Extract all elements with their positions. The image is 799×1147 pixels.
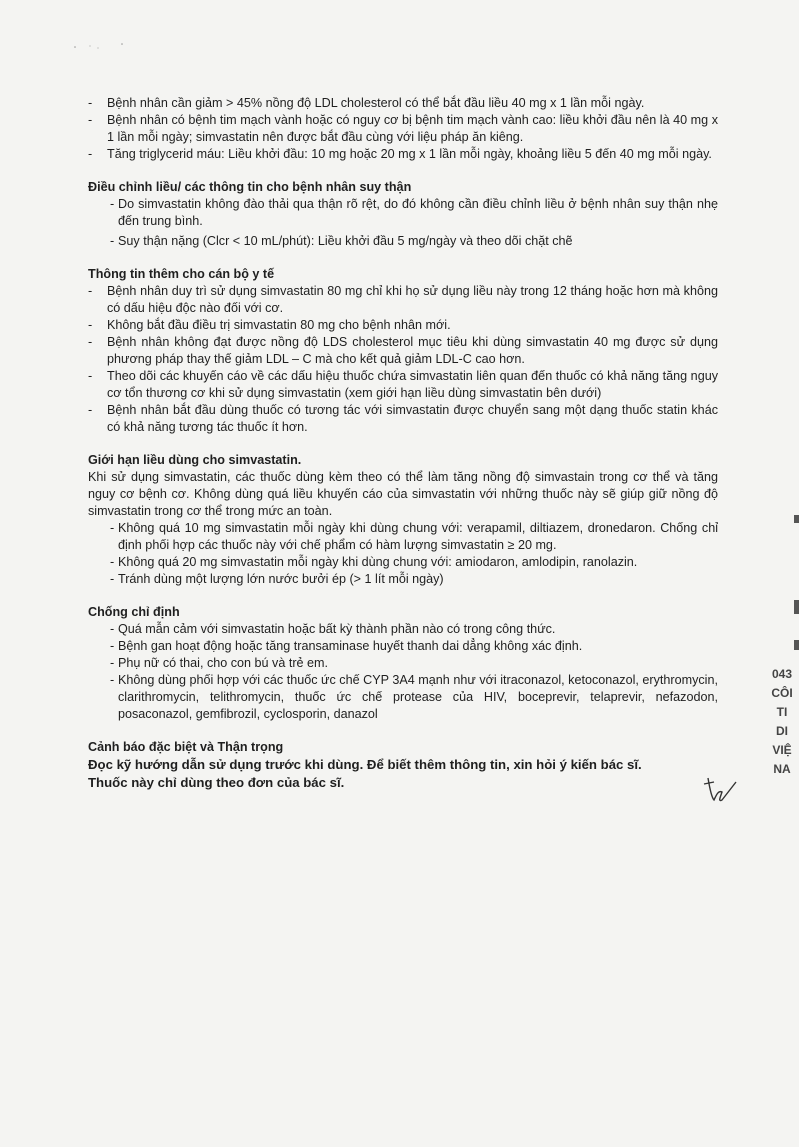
list-item: - Suy thận nặng (Clcr < 10 mL/phút): Liều khởi đầu 5 mg/ngày và theo dõi chặt chẽ [88, 233, 718, 250]
scan-edge-mark [794, 515, 799, 523]
company-stamp-fragment [765, 665, 799, 779]
list-item: - Không quá 20 mg simvastatin mỗi ngày khi dùng chung với: amiodaron, amlodipin, ranolazin. [88, 554, 718, 571]
list-item: - Do simvastatin không đào thải qua thận rõ rệt, do đó không cần điều chỉnh liều ở bệnh nhân suy thận nhẹ đến trung bình. [88, 196, 718, 230]
stamp-text: 043 [771, 667, 793, 681]
signature-mark [700, 770, 740, 810]
renal-list [88, 196, 718, 250]
section-heading: Thông tin thêm cho cán bộ y tế [88, 267, 275, 281]
list-item: - Phụ nữ có thai, cho con bú và trẻ em. [88, 655, 718, 672]
section-heading: Giới hạn liều dùng cho simvastatin. [88, 453, 302, 467]
intro-list [88, 95, 718, 163]
list-item: - Bệnh nhân bắt đầu dùng thuốc có tương tác với simvastatin được chuyển sang một dạng thuốc statin khác có khả năng tương tác thuốc ít hơn. [88, 402, 718, 436]
scan-edge-mark [794, 640, 799, 650]
stamp-text: DI [776, 724, 788, 738]
list-item: - Bệnh nhân có bệnh tim mạch vành hoặc có nguy cơ bị bệnh tim mạch vành cao: liều khởi đầu nên là 40 mg x 1 lần mỗi ngày; simvastatin nên được bắt đầu cùng với liệu pháp ăn kiêng. [88, 112, 718, 146]
list-item: - Bệnh nhân duy trì sử dụng simvastatin 80 mg chỉ khi họ sử dụng liều này trong 12 tháng hoặc hơn mà không có dấu hiệu độc nào đối với cơ. [88, 283, 718, 317]
staff-list [88, 283, 718, 436]
scan-edge-mark [794, 600, 799, 614]
limits-section [88, 452, 718, 588]
list-item: - Theo dõi các khuyến cáo về các dấu hiệu thuốc chứa simvastatin liên quan đến thuốc có khả năng tăng nguy cơ tổn thương cơ khi sử dụng simvastatin (xem giới hạn liều dùng simvastatin bên dưới) [88, 368, 718, 402]
contra-list [88, 621, 718, 723]
stamp-text: NA [773, 762, 791, 776]
section-heading: Điều chỉnh liều/ các thông tin cho bệnh nhân suy thận [88, 180, 412, 194]
stamp-text: CÔI [771, 686, 793, 700]
staff-section [88, 266, 718, 436]
warning-line: Thuốc này chỉ dùng theo đơn của bác sĩ. [88, 775, 345, 790]
limits-list [88, 520, 718, 588]
list-item: - Không bắt đầu điều trị simvastatin 80 mg cho bệnh nhân mới. [88, 317, 718, 334]
list-item: - Quá mẫn cảm với simvastatin hoặc bất kỳ thành phần nào có trong công thức. [88, 621, 718, 638]
list-item: - Bệnh nhân cần giảm > 45% nồng độ LDL cholesterol có thể bắt đầu liều 40 mg x 1 lần mỗi ngày. [88, 95, 718, 112]
renal-section [88, 179, 718, 250]
limits-paragraph: Khi sử dụng simvastatin, các thuốc dùng kèm theo có thể làm tăng nồng độ simvastain trong cơ thể và tăng nguy cơ bệnh cơ. Không dùng quá liều khuyến cáo của simvastatin với những thuốc này sẽ giúp giữ nồng độ simvastatin trong cơ thể trong mức an toàn. [88, 470, 718, 518]
list-item: - Không dùng phối hợp với các thuốc ức chế CYP 3A4 mạnh như với itraconazol, ketoconazol, erythromycin, clarithromycin, telithromycin, thuốc ức chế protease của HIV, boceprevir, telaprevir, nefazodon, posaconazol, gemfibrozil, cyclosporin, danazol [88, 672, 718, 723]
stamp-text: VIỆ [772, 743, 792, 757]
document-body [88, 95, 718, 792]
warning-line: Đọc kỹ hướng dẫn sử dụng trước khi dùng. Để biết thêm thông tin, xin hỏi ý kiến bác sĩ. [88, 757, 642, 772]
list-item: - Tránh dùng một lượng lớn nước bưởi ép (> 1 lít mỗi ngày) [88, 571, 718, 588]
warning-section [88, 739, 718, 792]
section-heading: Chống chỉ định [88, 605, 180, 619]
list-item: - Tăng triglycerid máu: Liều khởi đầu: 10 mg hoặc 20 mg x 1 lần mỗi ngày, khoảng liều 5 đến 40 mg mỗi ngày. [88, 146, 718, 163]
list-item: - Bệnh gan hoạt động hoặc tăng transaminase huyết thanh dai dẳng không xác định. [88, 638, 718, 655]
stamp-text: TI [776, 705, 788, 719]
list-item: - Bệnh nhân không đạt được nồng độ LDS cholesterol mục tiêu khi dùng simvastatin 40 mg được sử dụng phương pháp thay thế giảm LDL – C mà cho kết quả giảm LDL-C cao hơn. [88, 334, 718, 368]
section-heading: Cảnh báo đặc biệt và Thận trọng [88, 740, 284, 754]
scan-specks [70, 42, 130, 52]
contra-section [88, 604, 718, 723]
list-item: - Không quá 10 mg simvastatin mỗi ngày khi dùng chung với: verapamil, diltiazem, dronedaron. Chống chỉ định phối hợp các thuốc này với chế phẩm có hàm lượng simvastatin ≥ 20 mg. [88, 520, 718, 554]
